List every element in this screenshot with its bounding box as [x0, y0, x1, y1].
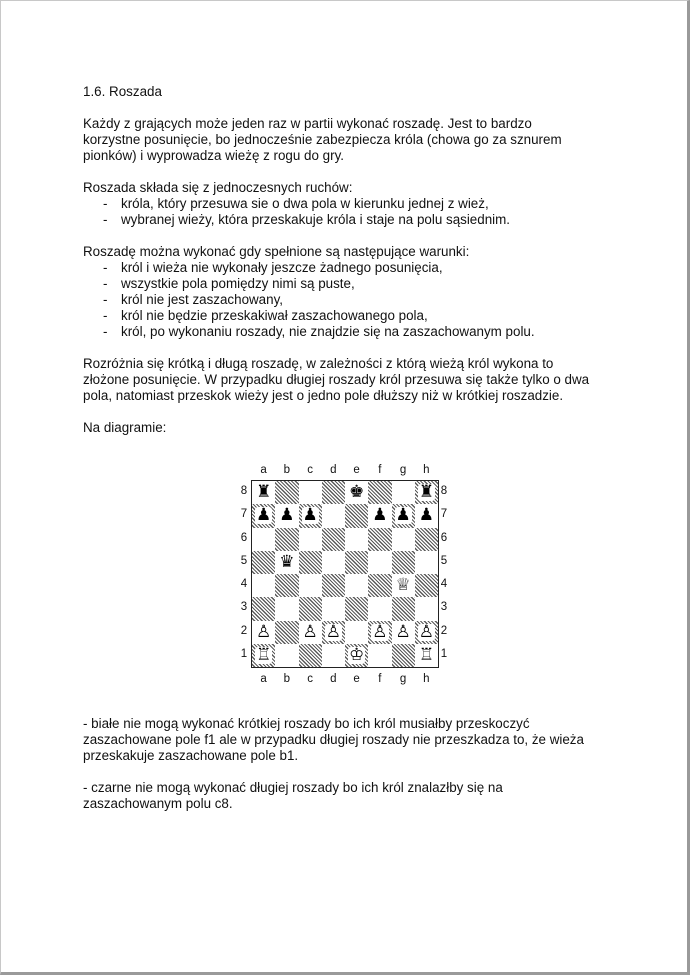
square-f6 — [368, 528, 391, 551]
square-d5 — [322, 551, 345, 574]
rank-label: 8 — [440, 485, 448, 497]
square-a6 — [252, 528, 275, 551]
square-b1 — [275, 644, 298, 667]
chess-piece: ♜ — [256, 482, 272, 503]
file-label: a — [260, 673, 267, 685]
square-h5 — [415, 551, 438, 574]
text-line: zaszachowane pole f1 ale w przypadku długiej roszady nie przeszkadza to, że wieża — [83, 732, 584, 747]
rank-label: 5 — [240, 554, 248, 567]
chess-piece: ♔ — [349, 644, 365, 665]
square-h4 — [415, 574, 438, 597]
file-label: h — [423, 673, 430, 685]
chess-piece: ♙ — [302, 621, 318, 642]
square-g8 — [392, 481, 415, 504]
rank-label: 3 — [440, 601, 448, 614]
list-item: - król, po wykonaniu roszady, nie znajdzie się na zaszachowanym polu. — [103, 324, 535, 339]
rank-label: 5 — [440, 554, 448, 567]
text-line: korzystne posunięcie, bo jednocześnie zabezpiecza króla (chowa go za sznurem — [83, 132, 562, 147]
square-d3 — [322, 597, 345, 620]
list-item: - król i wieża nie wykonały jeszcze żadnego posunięcia, — [103, 260, 443, 275]
square-c7 — [299, 504, 322, 527]
file-label: a — [260, 464, 267, 476]
square-c1 — [299, 644, 322, 667]
square-h8 — [415, 481, 438, 504]
rank-label: 3 — [240, 601, 248, 614]
file-label: c — [307, 673, 313, 685]
intro-paragraph — [83, 116, 628, 164]
file-label: f — [378, 464, 382, 476]
square-f5 — [368, 551, 391, 574]
rank-labels-right — [438, 480, 450, 666]
square-b2 — [275, 621, 298, 644]
square-g6 — [392, 528, 415, 551]
chess-piece: ♖ — [256, 644, 272, 665]
square-h6 — [415, 528, 438, 551]
section-heading: 1.6. Roszada — [83, 84, 162, 99]
square-b4 — [275, 574, 298, 597]
file-label: d — [330, 673, 337, 685]
square-e4 — [345, 574, 368, 597]
chess-piece: ♖ — [418, 644, 434, 665]
dash-bullet: - — [103, 308, 108, 323]
chess-piece: ♚ — [349, 482, 365, 503]
chess-piece: ♕ — [395, 575, 411, 596]
text-line: pionków) i wyprowadza wieżę z rogu do gry. — [83, 148, 344, 163]
file-label: c — [307, 464, 313, 476]
chess-piece: ♟ — [418, 505, 434, 526]
notes — [83, 716, 628, 812]
rank-label: 7 — [440, 508, 448, 521]
file-label: f — [378, 673, 382, 685]
dash-bullet: - — [103, 324, 108, 339]
chess-piece: ♙ — [395, 621, 411, 642]
square-g4 — [392, 574, 415, 597]
square-b3 — [275, 597, 298, 620]
square-h2 — [415, 621, 438, 644]
square-a2 — [252, 621, 275, 644]
rank-label: 1 — [440, 647, 448, 660]
chess-piece: ♛ — [279, 551, 295, 572]
square-g1 — [392, 644, 415, 667]
file-label: d — [330, 464, 337, 476]
square-c8 — [299, 481, 322, 504]
square-g2 — [392, 621, 415, 644]
rank-label: 2 — [240, 624, 248, 637]
file-label: e — [353, 673, 360, 685]
dash-bullet: - — [103, 260, 108, 275]
square-f4 — [368, 574, 391, 597]
square-e5 — [345, 551, 368, 574]
square-c3 — [299, 597, 322, 620]
square-b6 — [275, 528, 298, 551]
file-label: b — [283, 464, 291, 476]
square-e2 — [345, 621, 368, 644]
dash-bullet: - — [103, 292, 108, 307]
file-label: g — [399, 673, 407, 685]
chess-piece: ♟ — [395, 505, 411, 526]
square-a5 — [252, 551, 275, 574]
square-f7 — [368, 504, 391, 527]
rank-label: 6 — [440, 531, 448, 544]
text-line: zaszachowanym polu c8. — [83, 796, 233, 811]
rank-label: 4 — [440, 578, 448, 590]
list-item: - wybranej wieży, która przeskakuje króla i staje na polu sąsiednim. — [103, 212, 511, 227]
square-d8 — [322, 481, 345, 504]
document-body — [83, 84, 628, 436]
square-c6 — [299, 528, 322, 551]
square-b8 — [275, 481, 298, 504]
square-f8 — [368, 481, 391, 504]
square-c4 — [299, 574, 322, 597]
rank-label: 8 — [240, 485, 248, 497]
file-label: g — [399, 464, 407, 476]
note-black — [83, 780, 628, 812]
square-d2 — [322, 621, 345, 644]
square-b7 — [275, 504, 298, 527]
file-label: b — [283, 673, 291, 685]
chess-piece: ♟ — [302, 505, 318, 526]
square-d1 — [322, 644, 345, 667]
chess-diagram — [240, 460, 455, 690]
square-a8 — [252, 481, 275, 504]
rank-labels-left — [238, 480, 250, 666]
text-line: Rozróżnia się krótką i długą roszadę, w zależności z którą wieżą król wykona to — [83, 356, 554, 371]
moves-intro: Roszada składa się z jednoczesnych ruchów: — [83, 180, 353, 195]
chess-board — [251, 480, 439, 668]
dash-bullet: - — [103, 212, 108, 227]
square-f2 — [368, 621, 391, 644]
square-e3 — [345, 597, 368, 620]
square-c2 — [299, 621, 322, 644]
file-labels-bottom — [252, 672, 438, 686]
text-line: - białe nie mogą wykonać krótkiej roszady bo ich król musiałby przeskoczyć — [83, 716, 530, 731]
square-d6 — [322, 528, 345, 551]
chess-piece: ♙ — [256, 621, 272, 642]
square-e1 — [345, 644, 368, 667]
list-item: - król nie jest zaszachowany, — [103, 292, 284, 307]
square-b5 — [275, 551, 298, 574]
text-line: pola, natomiast przeskok wieży jest o jedno pole dłuższy niż w krótkiej roszadzie. — [83, 388, 564, 403]
chess-piece: ♟ — [256, 505, 272, 526]
chess-piece: ♙ — [372, 621, 388, 642]
file-label: e — [353, 464, 360, 476]
square-e7 — [345, 504, 368, 527]
dash-bullet: - — [103, 196, 108, 211]
square-h1 — [415, 644, 438, 667]
square-a3 — [252, 597, 275, 620]
square-e6 — [345, 528, 368, 551]
chess-piece: ♟ — [279, 505, 295, 526]
moves-list — [83, 196, 628, 228]
chess-piece: ♙ — [418, 621, 434, 642]
chess-piece: ♟ — [372, 505, 388, 526]
list-item: - król nie będzie przeskakiwał zaszachowanego pola, — [103, 308, 428, 323]
square-d4 — [322, 574, 345, 597]
file-labels-top — [252, 463, 438, 477]
rank-label: 2 — [440, 624, 448, 637]
long-short-paragraph — [83, 356, 628, 404]
chess-piece: ♙ — [325, 621, 341, 642]
list-item: - króla, który przesuwa sie o dwa pola w kierunku jednej z wież, — [103, 196, 489, 211]
text-line: - czarne nie mogą wykonać długiej roszady bo ich król znalazłby się na — [83, 780, 503, 795]
square-e8 — [345, 481, 368, 504]
square-h7 — [415, 504, 438, 527]
dash-bullet: - — [103, 276, 108, 291]
conditions-intro: Roszadę można wykonać gdy spełnione są następujące warunki: — [83, 244, 470, 259]
list-item: - wszystkie pola pomiędzy nimi są puste, — [103, 276, 355, 291]
square-a7 — [252, 504, 275, 527]
rank-label: 4 — [240, 578, 248, 590]
square-a4 — [252, 574, 275, 597]
text-line: złożone posunięcie. W przypadku długiej roszady król przesuwa się także tylko o dwa — [83, 372, 590, 387]
rank-label: 6 — [240, 531, 248, 544]
square-g5 — [392, 551, 415, 574]
square-g3 — [392, 597, 415, 620]
square-f3 — [368, 597, 391, 620]
note-white — [83, 716, 628, 764]
text-line: Każdy z grających może jeden raz w partii wykonać roszadę. Jest to bardzo — [83, 116, 532, 131]
diagram-intro: Na diagramie: — [83, 420, 167, 435]
square-a1 — [252, 644, 275, 667]
rank-label: 7 — [240, 508, 248, 521]
text-line: przeskakuje zaszachowane pole b1. — [83, 748, 299, 763]
file-label: h — [423, 464, 430, 476]
square-g7 — [392, 504, 415, 527]
square-h3 — [415, 597, 438, 620]
square-f1 — [368, 644, 391, 667]
rank-label: 1 — [240, 647, 248, 660]
conditions-list — [83, 260, 628, 340]
square-c5 — [299, 551, 322, 574]
chess-piece: ♜ — [418, 482, 434, 503]
square-d7 — [322, 504, 345, 527]
